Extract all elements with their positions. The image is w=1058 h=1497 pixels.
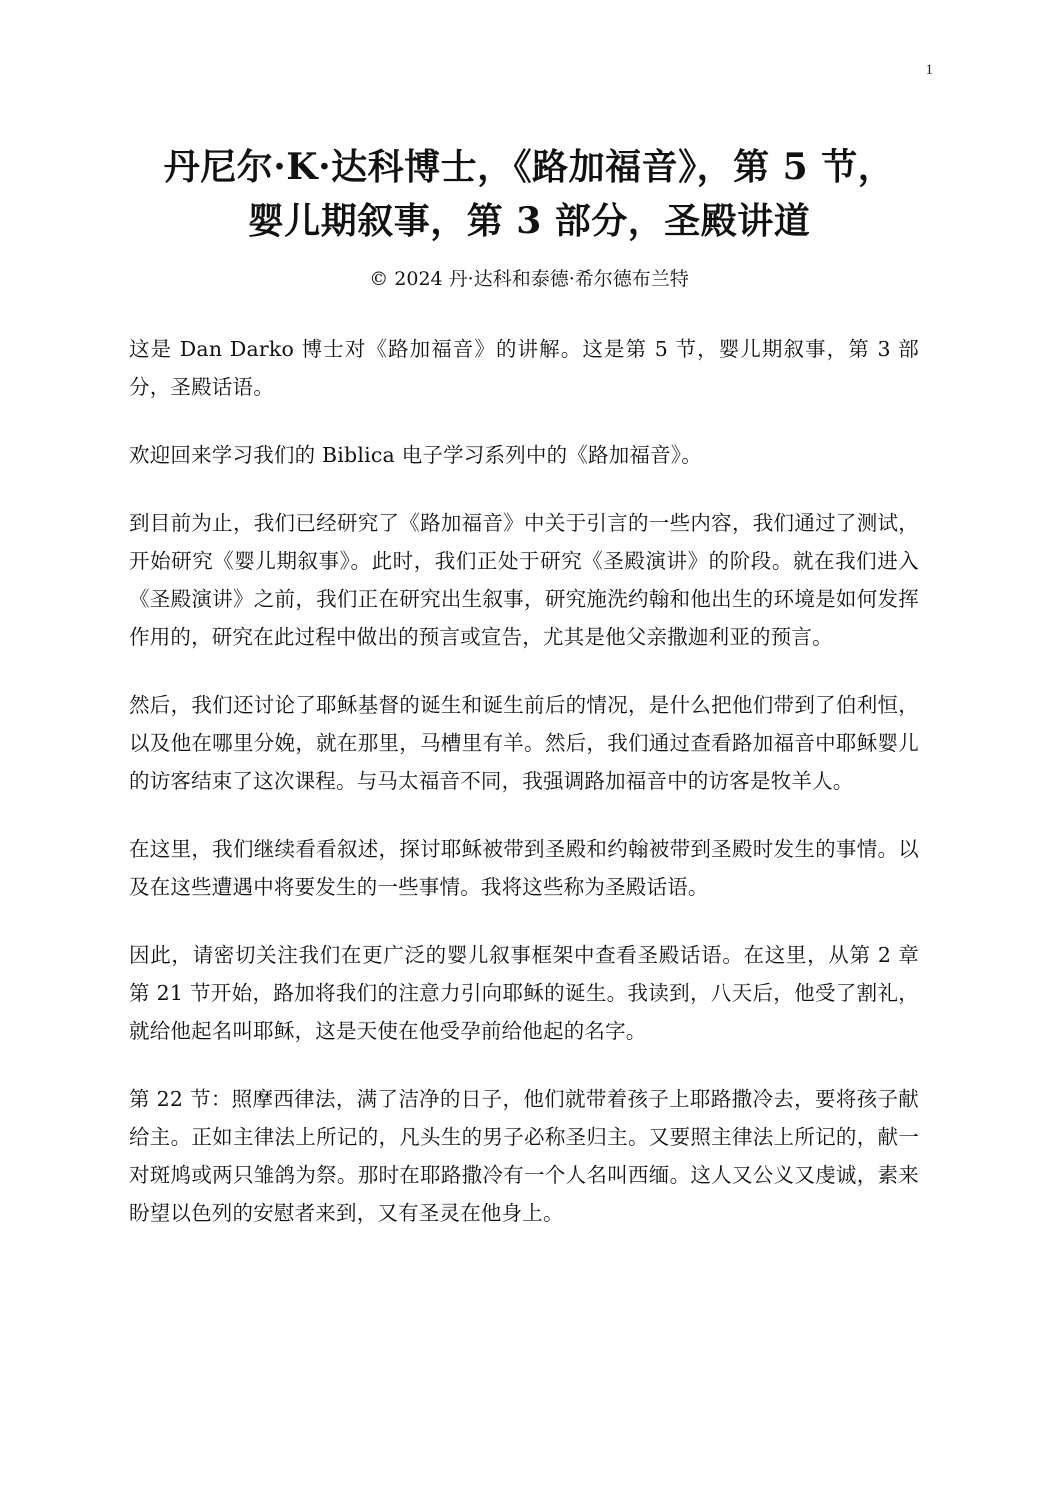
title-line-1: 丹尼尔·K·达科博士，《路加福音》，第 5 节， xyxy=(163,146,895,188)
paragraph: 第 22 节：照摩西律法，满了洁净的日子，他们就带着孩子上耶路撒冷去，要将孩子献给主。正如主律法上所记的，凡头生的男子必称圣归主。又要照主律法上所记的，献一对斑鸠或两只雏鸽为祭。那时在耶路撒冷有一个人名叫西缅。这人又公义又虔诚，素来盼望以色列的安慰者来到，又有圣灵在他身上。 xyxy=(129,1087,919,1225)
paragraph: 在这里，我们继续看看叙述，探讨耶稣被带到圣殿和约翰被带到圣殿时发生的事情。以及在这些遭遇中将要发生的一些事情。我将这些称为圣殿话语。 xyxy=(129,837,919,899)
paragraph: 这是 Dan Darko 博士对《路加福音》的讲解。这是第 5 节，婴儿期叙事，第 3 部分，圣殿话语。 xyxy=(129,337,919,399)
title-line-2: 婴儿期叙事，第 3 部分，圣殿讲道 xyxy=(247,200,811,242)
paragraph: 到目前为止，我们已经研究了《路加福音》中关于引言的一些内容，我们通过了测试，开始研究《婴儿期叙事》。此时，我们正处于研究《圣殿演讲》的阶段。就在我们进入《圣殿演讲》之前，我们正在研究出生叙事，研究施洗约翰和他出生的环境是如何发挥作用的，研究在此过程中做出的预言或宣告，尤其是他父亲撒迦利亚的预言。 xyxy=(129,511,919,649)
copyright-line: © 2024 丹·达科和泰德·希尔德布兰特 xyxy=(369,268,689,290)
paragraph: 因此，请密切关注我们在更广泛的婴儿叙事框架中查看圣殿话语。在这里，从第 2 章第 21 节开始，路加将我们的注意力引向耶稣的诞生。我读到，八天后，他受了割礼，就给他起名叫耶稣，这是天使在他受孕前给他起的名字。 xyxy=(129,943,919,1043)
page-number: 1 xyxy=(925,62,933,78)
paragraph: 欢迎回来学习我们的 Biblica 电子学习系列中的《路加福音》。 xyxy=(129,443,702,467)
paragraph: 然后，我们还讨论了耶稣基督的诞生和诞生前后的情况，是什么把他们带到了伯利恒，以及他在哪里分娩，就在那里，马槽里有羊。然后，我们通过查看路加福音中耶稣婴儿的访客结束了这次课程。与马太福音不同，我强调路加福音中的访客是牧羊人。 xyxy=(129,693,919,793)
document-body xyxy=(129,330,919,1262)
document-title xyxy=(100,140,958,248)
